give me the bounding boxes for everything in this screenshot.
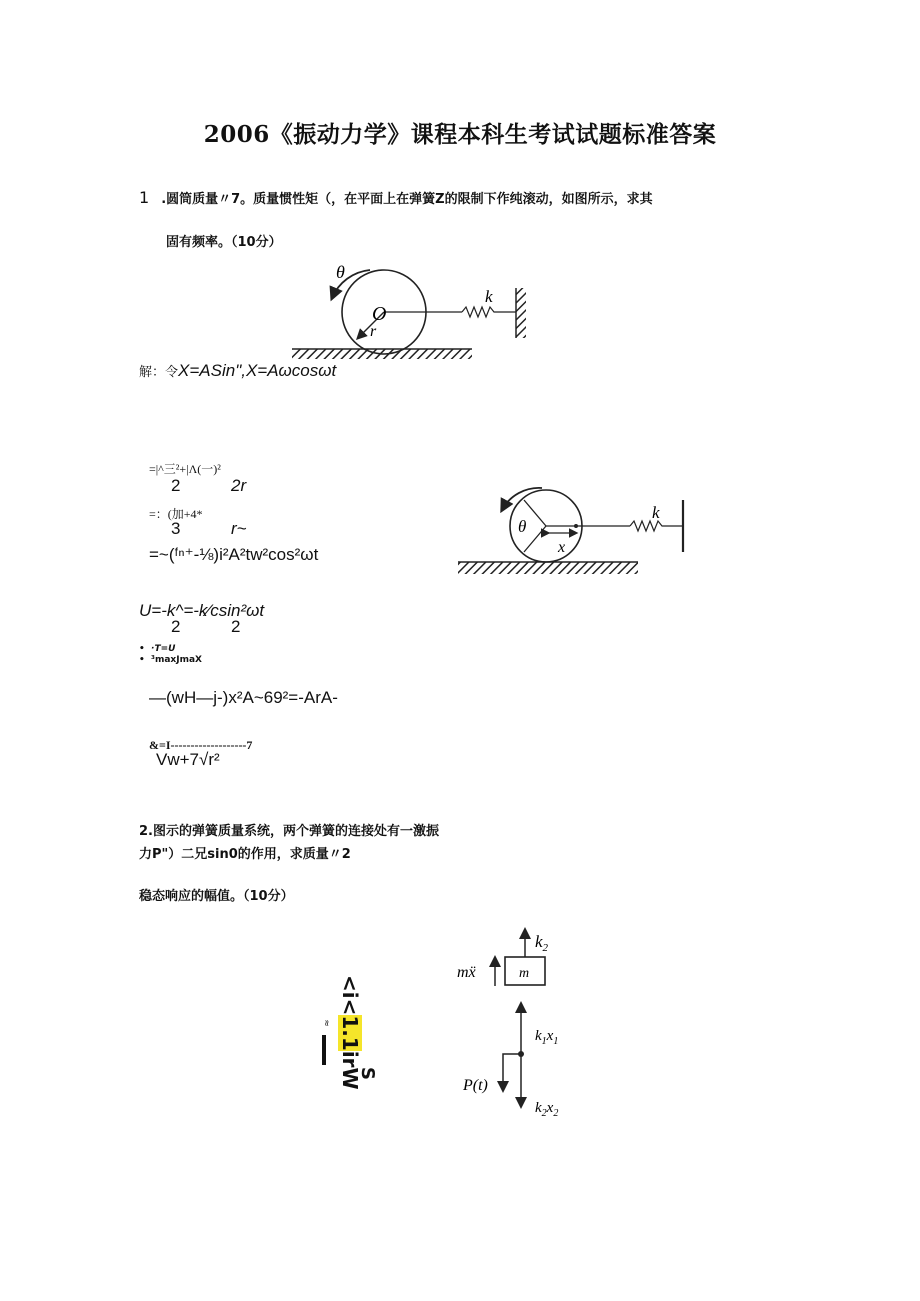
eq-t3: =~(ᶠⁿ⁺-⅛)i²A²tw²cos²ωt [149, 545, 319, 564]
eq-t2-den-b: r~ [231, 519, 247, 538]
eq-t1-den-b: 2r [231, 476, 247, 495]
q1-number: 1 [139, 188, 150, 207]
label-spring-2: k [652, 503, 660, 522]
figure-free-body [455, 922, 585, 1127]
label-spring: k [485, 287, 493, 306]
eq-t1: =|^三²+|Λ(一)² [149, 462, 221, 476]
eq-t2: =：(加+4* [149, 507, 203, 521]
label-theta-2: θ [518, 517, 527, 536]
label-inertia: mẍ [457, 964, 476, 981]
figure-cylinder-displacement [450, 478, 695, 583]
bullet-2: • ³maxJmaX [139, 655, 202, 665]
eq-t1-den-a: 2 [171, 476, 181, 495]
label-mass: m [519, 966, 530, 981]
rotated-bar [322, 1035, 326, 1065]
q2-line1: 2.图示的弹簧质量系统，两个弹簧的连接处有一激振 [139, 824, 439, 839]
svg-text:k2x2: $k_2x_2$ [535, 1100, 559, 1119]
q2-line2: 力P"）二兄sin0的作用，求质量〃2 [139, 847, 351, 862]
q1-text: .圆筒质量〃7。质量惯性矩（，在平面上在弹簧Z的限制下作纯滚动，如图所示，求其 [161, 192, 653, 207]
svg-text:k1x1: $k_1x_1$ [535, 1028, 559, 1047]
rotated-artifact: <i<1.1irW [338, 975, 362, 1090]
eq-5: &=I-------------------7 [149, 738, 253, 752]
ground-hatch-2 [458, 562, 638, 574]
eq-4: —(wH—j-)x²A~69²=-ArA- [149, 688, 338, 707]
label-force: P(t) [463, 1077, 488, 1094]
eq-t2-den-a: 3 [171, 519, 181, 538]
page-title: 2006《振动力学》课程本科生考试试题标准答案 [203, 121, 717, 148]
q1-line1 [139, 188, 653, 207]
q2-line3: 稳态响应的幅值。（10分） [139, 889, 294, 904]
eq-u-den-b: 2 [231, 617, 241, 636]
label-center: O [372, 303, 387, 325]
label-theta: θ [336, 262, 345, 282]
eq-u-den-a: 2 [171, 617, 181, 636]
bullet-1: • ·T=U [139, 644, 176, 654]
spring [462, 307, 516, 317]
figure-rolling-cylinder [280, 258, 540, 368]
wall-hatch [516, 288, 526, 338]
eq-5-den: Vw+7√r² [156, 750, 220, 769]
svg-text:k2: $k_2$ [535, 932, 549, 954]
rotated-s: S [357, 1067, 378, 1080]
spring-2 [630, 521, 683, 531]
eq-u: U=-k^=-k⁄csin²ωt [139, 601, 265, 620]
q1-line2: 固有频率。（10分） [166, 235, 282, 250]
rotated-small: ≈ [320, 1019, 331, 1027]
label-radius: r [370, 323, 377, 340]
solution-intro: 解：令X=ASin",X=Aωcosωt [139, 361, 337, 380]
label-x: x [558, 539, 566, 556]
